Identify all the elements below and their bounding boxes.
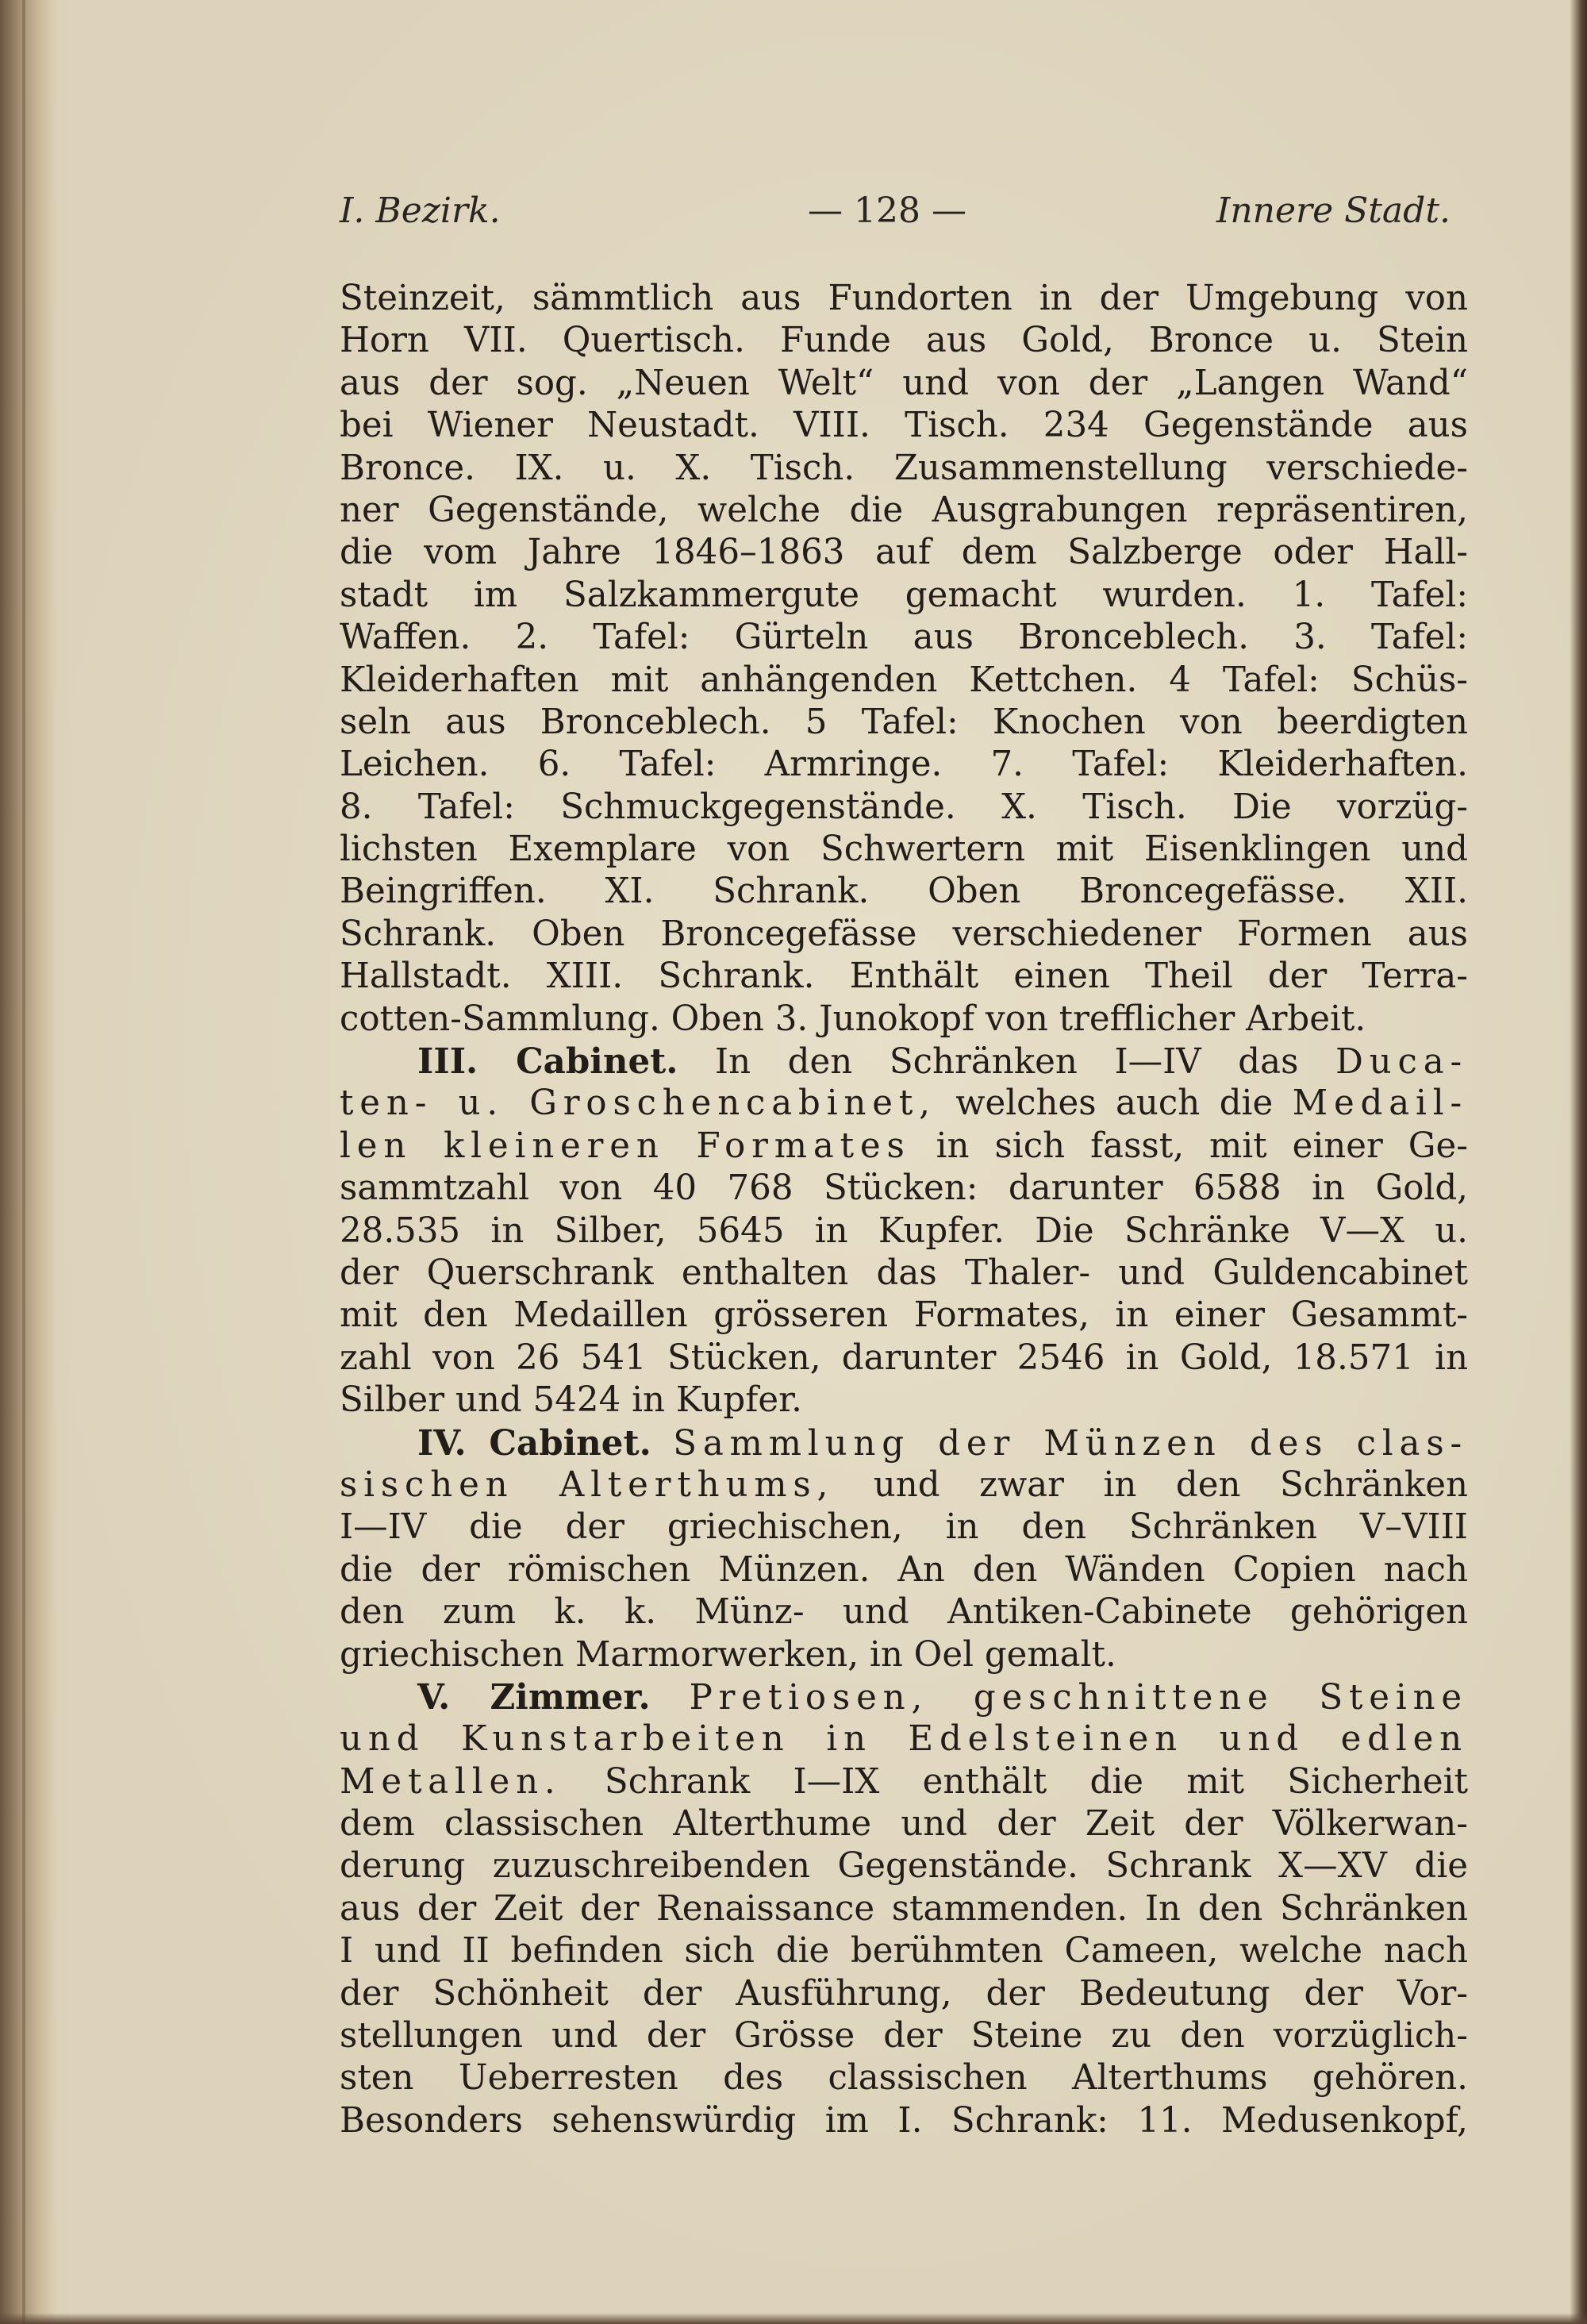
text-line — [340, 1845, 1468, 1887]
text-line — [340, 2100, 1468, 2142]
text-segment: Bronce. IX. u. X. Tisch. Zusammenstellung verschiede- — [340, 448, 1468, 488]
section-heading: V. Zimmer. — [417, 1676, 651, 1718]
section-heading: IV. Cabinet. — [417, 1422, 651, 1464]
spaced-emphasis: und Kunstarbeiten in Edelsteinen und edlen — [340, 1719, 1468, 1760]
text-line — [340, 575, 1468, 617]
book-spine — [0, 0, 56, 2324]
running-head — [340, 190, 1451, 246]
text-line — [340, 1549, 1468, 1591]
spaced-emphasis: Metallen. — [340, 1761, 562, 1802]
page-bottom-edge — [0, 2313, 1587, 2324]
text-segment: Steinzeit, sämmtlich aus Fundorten in der Umgebung von — [340, 279, 1468, 318]
text-segment: ner Gegenstände, welche die Ausgrabungen repräsentiren, — [340, 490, 1468, 530]
text-segment: Beingriffen. XI. Schrank. Oben Broncegefässe. XII. — [340, 872, 1468, 912]
text-line — [340, 278, 1468, 320]
text-line — [340, 914, 1468, 956]
text-line — [340, 1379, 1468, 1422]
spaced-emphasis: sischen Alterthums, — [340, 1464, 835, 1505]
text-line — [340, 363, 1468, 405]
text-line — [340, 1168, 1468, 1210]
text-segment: stellungen und der Grösse der Steine zu den vorzüglich- — [340, 2016, 1468, 2057]
spaced-emphasis: Pretiosen, geschnittene Steine — [689, 1677, 1469, 1718]
text-segment: Horn VII. Quertisch. Funde aus Gold, Bronce u. Stein — [340, 321, 1468, 361]
text-line — [340, 1125, 1468, 1168]
text-line — [340, 1083, 1468, 1125]
text-line — [340, 956, 1468, 998]
text-segment: griechischen Marmorwerken, in Oel gemalt. — [340, 1634, 1116, 1675]
text-line — [340, 871, 1468, 913]
text-segment: I—IV die der griechischen, in den Schränken V–VIII — [340, 1507, 1468, 1548]
text-segment: in sich fasst, mit einer Ge- — [936, 1125, 1468, 1166]
text-line — [340, 1041, 1468, 1083]
spaced-emphasis: Sammlung der Münzen des clas- — [673, 1423, 1469, 1464]
text-segment: der Schönheit der Ausführung, der Bedeutung der Vor- — [340, 1973, 1468, 2014]
text-segment: derung zuzuschreibenden Gegenstände. Schrank X—XV die — [340, 1846, 1468, 1887]
text-segment: In den Schränken I—IV das — [714, 1042, 1299, 1083]
text-segment: mit den Medaillen grösseren Formates, in einer Gesammt- — [340, 1295, 1468, 1336]
spaced-emphasis: ten- u. Groschencabinet, — [340, 1083, 936, 1124]
text-line — [340, 787, 1468, 829]
section-heading: III. Cabinet. — [417, 1041, 678, 1083]
text-line — [340, 1973, 1468, 2015]
text-segment: Silber und 5424 in Kupfer. — [340, 1380, 802, 1421]
text-segment: Schrank I—IX enthält die mit Sicherheit — [604, 1761, 1468, 1802]
text-line — [340, 1252, 1468, 1295]
text-segment: sten Ueberresten des classischen Alterthums gehören. — [340, 2058, 1468, 2099]
spaced-emphasis: Duca- — [1335, 1042, 1468, 1083]
text-segment: die der römischen Münzen. An den Wänden Copien nach — [340, 1549, 1468, 1590]
text-line — [340, 702, 1468, 744]
text-segment: welches auch die — [955, 1083, 1274, 1124]
text-segment: seln aus Bronceblech. 5 Tafel: Knochen von beerdigten — [340, 702, 1468, 742]
text-segment: Leichen. 6. Tafel: Armringe. 7. Tafel: Kleiderhaften. — [340, 745, 1468, 785]
text-segment: den zum k. k. Münz- und Antiken-Cabinete gehörigen — [340, 1592, 1468, 1633]
text-segment: Kleiderhaften mit anhängenden Kettchen. 4 Tafel: Schüs- — [340, 660, 1468, 700]
text-line — [340, 448, 1468, 490]
text-line — [340, 1930, 1468, 1972]
text-line — [340, 998, 1468, 1041]
text-line — [340, 1422, 1468, 1464]
text-line — [340, 1210, 1468, 1252]
text-segment: lichsten Exemplare von Schwertern mit Eisenklingen und — [340, 829, 1468, 870]
text-segment: Besonders sehenswürdig im I. Schrank: 11. Medusenkopf, — [340, 2100, 1468, 2141]
text-segment: der Querschrank enthalten das Thaler- und Guldencabinet — [340, 1252, 1468, 1293]
text-segment: 28.535 in Silber, 5645 in Kupfer. Die Schränke V—X u. — [340, 1210, 1468, 1251]
text-line — [340, 1506, 1468, 1549]
text-line — [340, 660, 1468, 702]
text-segment: sammtzahl von 40 768 Stücken: darunter 6588 in Gold, — [340, 1168, 1468, 1209]
text-line — [340, 1718, 1468, 1760]
text-line — [340, 1591, 1468, 1633]
page-right-edge — [1570, 0, 1587, 2324]
text-segment: I und II befinden sich die berühmten Cameen, welche nach — [340, 1931, 1468, 1972]
spaced-emphasis: len kleineren Formates — [340, 1125, 911, 1166]
text-segment: aus der sog. „Neuen Welt“ und von der „Langen Wand“ — [340, 363, 1468, 403]
text-segment: 8. Tafel: Schmuckgegenstände. X. Tisch. Die vorzüg- — [340, 787, 1468, 827]
text-segment: die vom Jahre 1846–1863 auf dem Salzberge oder Hall- — [340, 533, 1468, 573]
text-segment: und zwar in den Schränken — [873, 1464, 1468, 1505]
text-segment: zahl von 26 541 Stücken, darunter 2546 in Gold, 18.571 in — [340, 1337, 1468, 1378]
text-line — [340, 1634, 1468, 1676]
text-line — [340, 617, 1468, 659]
spaced-emphasis: Medail- — [1292, 1083, 1469, 1124]
text-line — [340, 1676, 1468, 1718]
text-segment: cotten-Sammlung. Oben 3. Junokopf von trefflicher Arbeit. — [340, 998, 1366, 1039]
text-line — [340, 2057, 1468, 2099]
running-head-district: I. Bezirk. — [340, 190, 501, 231]
text-line — [340, 2015, 1468, 2057]
running-head-section: Innere Stadt. — [1216, 190, 1451, 231]
text-line — [340, 829, 1468, 871]
body-text — [340, 278, 1468, 2142]
text-line — [340, 1888, 1468, 1930]
text-line — [340, 532, 1468, 574]
text-segment: Hallstadt. XIII. Schrank. Enthält einen Theil der Terra- — [340, 956, 1468, 997]
text-segment: Schrank. Oben Broncegefässe verschiedener Formen aus — [340, 914, 1468, 954]
text-segment: stadt im Salzkammergute gemacht wurden. 1. Tafel: — [340, 575, 1468, 615]
text-segment: Waffen. 2. Tafel: Gürteln aus Bronceblech. 3. Tafel: — [340, 618, 1468, 658]
text-line — [340, 1761, 1468, 1803]
text-segment: bei Wiener Neustadt. VIII. Tisch. 234 Gegenstände aus — [340, 406, 1468, 446]
text-line — [340, 1295, 1468, 1337]
text-line — [340, 1337, 1468, 1379]
text-segment: dem classischen Alterthume und der Zeit der Völkerwan- — [340, 1804, 1468, 1845]
text-line — [340, 1464, 1468, 1506]
page-fold-line — [22, 0, 25, 2324]
text-line — [340, 490, 1468, 532]
text-line — [340, 744, 1468, 786]
text-segment: aus der Zeit der Renaissance stammenden. In den Schränken — [340, 1888, 1468, 1929]
text-line — [340, 320, 1468, 362]
text-line — [340, 405, 1468, 447]
text-line — [340, 1803, 1468, 1845]
page-number: — 128 — — [808, 190, 966, 231]
